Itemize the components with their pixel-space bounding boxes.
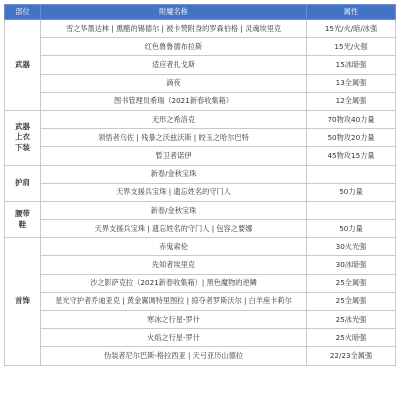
table-row (5, 274, 396, 292)
enchant-name-cell: 领悟者乌佐 | 残暴之沃兹沃斯 | 皎玉之哈尔巴特 (41, 129, 307, 147)
attribute-cell (307, 165, 396, 183)
attribute-cell: 50力量 (307, 183, 396, 201)
table-row (5, 92, 396, 110)
part-cell: 护肩 (5, 165, 41, 201)
table-row (5, 56, 396, 74)
enchant-name-cell: 滴夜 (41, 74, 307, 92)
table-row (5, 165, 396, 183)
table-row (5, 256, 396, 274)
table-header-row (5, 5, 396, 20)
header-enchant-name: 附魔名称 (41, 5, 307, 20)
table-row (5, 201, 396, 219)
table-row (5, 110, 396, 128)
attribute-cell: 50力量 (307, 220, 396, 238)
enchant-name-cell: 图书管理员希瑞（2021新春收集箱） (41, 92, 307, 110)
part-cell: 武器 (5, 20, 41, 111)
enchant-name-cell: 沙之影萨克拉（2021新春收集箱）| 黑色魔物的逆鳞 (41, 274, 307, 292)
part-cell: 武器 上衣 下装 (5, 110, 41, 165)
enchant-name-cell: 天界支援兵宝珠 | 遗忘姓名的守门人 (41, 183, 307, 201)
attribute-cell: 15光/火强 (307, 38, 396, 56)
table-row (5, 38, 396, 56)
enchant-name-cell: 新春/金秋宝珠 (41, 165, 307, 183)
enchantment-table (4, 4, 396, 366)
enchant-name-cell: 暂卫者诺伊 (41, 147, 307, 165)
table-row (5, 347, 396, 365)
table-body (5, 20, 396, 366)
enchant-name-cell: 红色鲁鲁德布拉斯 (41, 38, 307, 56)
enchant-name-cell: 伪装者尼尔巴斯-格拉西亚 | 天弓亚历山德拉 (41, 347, 307, 365)
attribute-cell: 25全属强 (307, 292, 396, 310)
enchant-name-cell: 赤鬼索伦 (41, 238, 307, 256)
enchant-name-cell: 先知者埃里克 (41, 256, 307, 274)
enchant-name-cell: 无形之希洛克 (41, 110, 307, 128)
attribute-cell: 15光/火/暗/冰强 (307, 20, 396, 38)
attribute-cell: 12全属强 (307, 92, 396, 110)
enchant-name-cell: 雪之华墨达林 | 熏醋的锡德尔 | 被卡赞附身的罗森伯格 | 灵魂埃里克 (41, 20, 307, 38)
table-row (5, 329, 396, 347)
header-attribute: 属性 (307, 5, 396, 20)
table-row (5, 20, 396, 38)
table-row (5, 147, 396, 165)
attribute-cell: 45物攻15力量 (307, 147, 396, 165)
enchant-name-cell: 适应者扎戈斯 (41, 56, 307, 74)
table-row (5, 183, 396, 201)
enchant-name-cell: 新春/金秋宝珠 (41, 201, 307, 219)
attribute-cell: 25全属强 (307, 274, 396, 292)
attribute-cell: 25火暗强 (307, 329, 396, 347)
table-row (5, 129, 396, 147)
attribute-cell: 13全属强 (307, 74, 396, 92)
attribute-cell: 50物攻20力量 (307, 129, 396, 147)
table-row (5, 311, 396, 329)
header-part: 部位 (5, 5, 41, 20)
enchant-name-cell: 天界支援兵宝珠 | 遗忘姓名的守门人 | 包容之要娜 (41, 220, 307, 238)
attribute-cell: 15冰暗强 (307, 56, 396, 74)
attribute-cell: 30火光强 (307, 238, 396, 256)
enchant-name-cell: 星光守护者乔迪亚克 | 黄金翼调特里图拉 | 掠夺者罗斯沃尔 | 白羊座卡莉尔 (41, 292, 307, 310)
enchant-name-cell: 火焰之行星-罗什 (41, 329, 307, 347)
table-row (5, 74, 396, 92)
attribute-cell: 22/23全属强 (307, 347, 396, 365)
table-row (5, 220, 396, 238)
part-cell: 首饰 (5, 238, 41, 365)
table-row (5, 292, 396, 310)
attribute-cell: 70物攻40力量 (307, 110, 396, 128)
part-cell: 腰带 鞋 (5, 201, 41, 237)
attribute-cell: 25冰光强 (307, 311, 396, 329)
enchant-name-cell: 寒冰之行星-罗什 (41, 311, 307, 329)
attribute-cell (307, 201, 396, 219)
attribute-cell: 30冰暗强 (307, 256, 396, 274)
table-row (5, 238, 396, 256)
